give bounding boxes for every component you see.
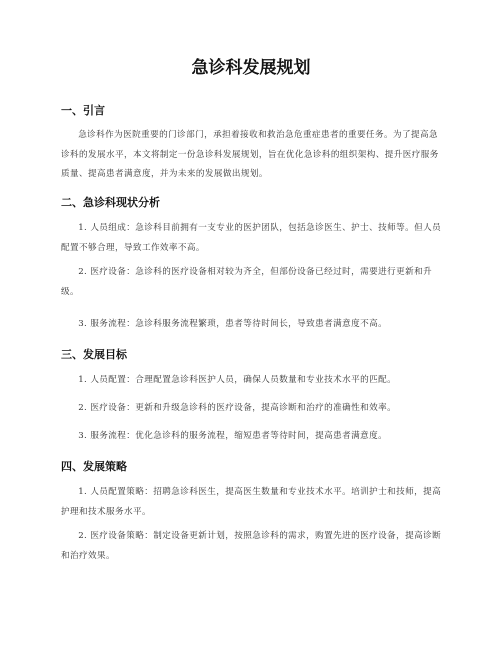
paragraph-goals-staff: 1. 人员配置：合理配置急诊科医护人员，确保人员数量和专业技术水平的匹配。 [78, 375, 397, 385]
paragraph-strategy-staff: 1. 人员配置策略：招聘急诊科医生，提高医生数量和专业技术水平。培训护士和技师，提高护理和技术服务水平。 [61, 487, 442, 517]
section-heading-strategy: 四、发展策略 [61, 460, 127, 473]
paragraph-goals-equipment: 2. 医疗设备：更新和升级急诊科的医疗设备，提高诊断和治疗的准确性和效率。 [78, 403, 397, 413]
paragraph-intro: 急诊科作为医院重要的门诊部门，承担着接收和救治急危重症患者的重要任务。为了提高急诊科的发展水平，本文将制定一份急诊科发展规划，旨在优化急诊科的组织架构、提升医疗服务质量、提高患者满意度，并为未来的发展做出规划。 [61, 130, 439, 179]
section-heading-goals: 三、发展目标 [61, 348, 127, 361]
document-title: 急诊科发展规划 [191, 58, 311, 78]
paragraph-strategy-equipment: 2. 医疗设备策略：制定设备更新计划，按照急诊科的需求，购置先进的医疗设备，提高诊断和治疗效果。 [61, 531, 442, 561]
section-heading-status: 二、急诊科现状分析 [61, 196, 160, 209]
paragraph-goals-process: 3. 服务流程：优化急诊科的服务流程，缩短患者等待时间，提高患者满意度。 [78, 431, 388, 441]
paragraph-status-process: 3. 服务流程：急诊科服务流程繁琐，患者等待时间长，导致患者满意度不高。 [78, 319, 388, 329]
paragraph-status-equipment: 2. 医疗设备：急诊科的医疗设备相对较为齐全，但部份设备已经过时，需要进行更新和升级。 [61, 267, 433, 297]
paragraph-status-staff: 1. 人员组成：急诊科目前拥有一支专业的医护团队，包括急诊医生、护士、技师等。但人员配置不够合理，导致工作效率不高。 [61, 223, 442, 253]
section-heading-intro: 一、引言 [61, 104, 105, 117]
